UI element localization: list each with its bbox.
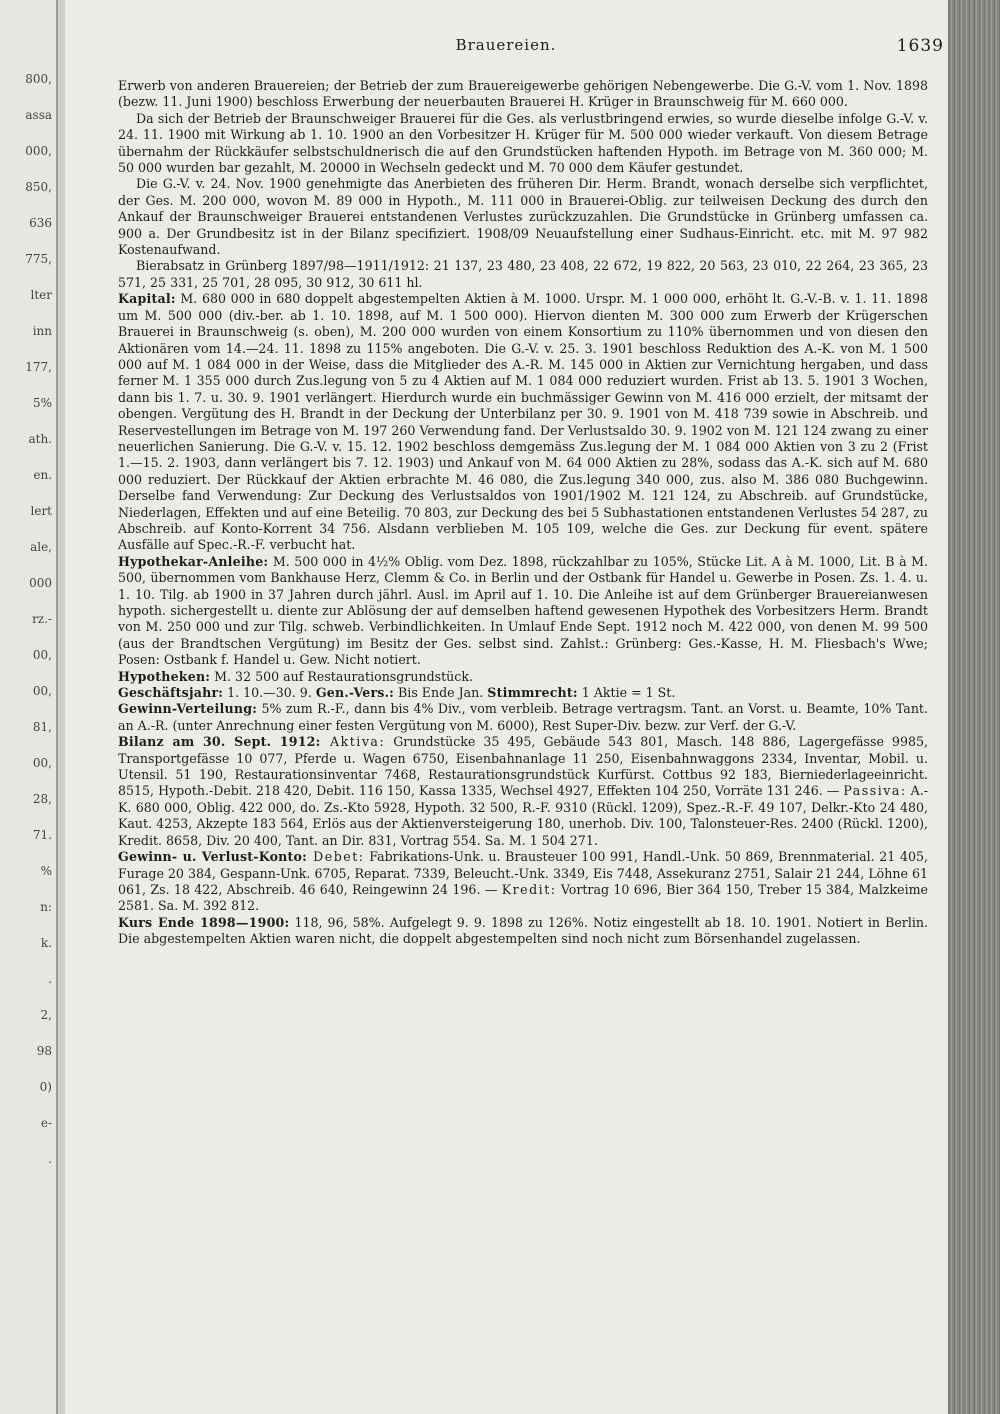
adjacent-page-fragment: 000: [29, 576, 52, 590]
adjacent-page-fragment: 800,: [25, 72, 52, 86]
adjacent-page-fragment: 5%: [32, 396, 52, 410]
adjacent-page-fragment: n:: [40, 900, 52, 914]
adjacent-page-fragment: ath.: [28, 432, 52, 446]
entry-hypotheken: [118, 669, 928, 685]
page-gutter: [58, 0, 65, 1414]
adjacent-page-fragment: en.: [33, 468, 52, 482]
kredit-label: Kredit:: [501, 881, 557, 897]
paragraph-bierabsatz: Bierabsatz in Grünberg 1897/98—1911/1912: 21 137, 23 480, 23 408, 22 672, 19 822, 20 563, 23 010, 22 264, 23 365, 23 571, 25 331, 25 701, 28 095, 30 912, 30 611 hl.: [118, 258, 928, 290]
running-head: [68, 36, 944, 56]
adjacent-page-fragment: rz.-: [32, 612, 52, 626]
paragraph-braunschweig: Da sich der Betrieb der Braunschweiger Brauerei für die Ges. als verlustbringend erwies, so wurde dieselbe infolge G.-V. v. 24. 11. 1900 mit Wirkung ab 1. 10. 1900 an den Vorbesitzer H. Krüger für M. 500 000 wieder verkauft. Von diesem Betrage übernahm der Rückkäufer selbstschuldnerisch die auf den Grundstücken haftenden Hypoth. im Betrage von M. 360 000; M. 50 000 wurden bar gezahlt, M. 20000 in Wechseln gedeckt und M. 70 000 dem Käufer gestundet.: [118, 110, 928, 176]
adjacent-page-fragment: lert: [30, 504, 52, 518]
debet-label: Debet:: [307, 849, 365, 865]
adjacent-page-fragment: k.: [40, 936, 52, 950]
entry-hypothekar-anleihe: [118, 554, 928, 669]
passiva-text: A.-K. 680 000, Oblig. 422 000, do. Zs.-Kto 5928, Hypoth. 32 500, R.-F. 9310 (Rückl. 1209), Spez.-R.-F. 49 107, Delkr.-Kto 24 480, Kaut. 4253, Akzepte 183 564, Erlös aus der Aktienversteigerung 180, unerhob. Div. 100, Talonsteuer-Res. 2400 (Rückl. 1200), Kredit. 8658, Div. 20 400, Tant. an Dir. 831, Vortrag 554. Sa. M. 1 504 271.: [118, 783, 929, 848]
entry-geschaeftsjahr: [118, 685, 928, 701]
kurs-label: Kurs Ende 1898—1900:: [118, 914, 290, 930]
kapital-text: M. 680 000 in 680 doppelt abgestempelten Aktien à M. 1000. Urspr. M. 1 000 000, erhöht lt. G.-V.-B. v. 1. 11. 1898 um M. 500 000 (div.-ber. ab 1. 10. 1898, auf M. 1 500 000). Hiervon dienten M. 300 000 zum Erwerb der Krügerschen Brauerei in Braunschweig (s. oben), M. 200 000 wurden von einem Konsortium zu 110% übernommen und von diesen den Aktionären vom 14.—24. 11. 1898 zu 115% angeboten. Die G.-V. v. 25. 3. 1901 beschloss Reduktion des A.-K. von M. 1 500 000 auf M. 1 084 000 in der Weise, dass die Mitglieder des A.-R. M. 145 000 in Aktien zur Vernichtung hergaben, und dass ferner M. 1 355 000 durch Zus.legung von 5 zu 4 Aktien auf M. 1 084 000 reduziert wurden. Frist ab 13. 5. 1901 3 Wochen, dann bis 1. 7. u. 30. 9. 1901 verlängert. Hierdurch wurde ein buchmässiger Gewinn von M. 416 000 erzielt, der mitsamt der obengen. Vergütung des H. Brandt in der Deckung der Unterbilanz per 30. 9. 1901 von M. 418 739 sowie in Abschreib. und Reservestellungen im Betrage von M. 197 260 Verwendung fand. Der Verlustsaldo 30. 9. 1902 von M. 121 124 zwang zu einer neuerlichen Sanierung. Die G.-V. v. 15. 12. 1902 beschloss demgemäss Zus.legung der M. 1 084 000 Aktien von 3 zu 2 (Frist 1.—15. 2. 1903, dann verlängert bis 7. 12. 1903) und Ankauf von M. 64 000 Aktien zu 28%, sodass das A.-K. sich auf M. 680 000 reduziert. Der Rückkauf der Aktien erbrachte M. 46 080, die Zus.legung 340 000, zus. also M. 386 080 Buchgewinn. Derselbe fand Verwendung: Zur Deckung des Verlustsaldos von 1901/1902 M. 121 124, zu Abschreib. auf Grundstücke, Niederlagen, Effekten und auf eine Beteilig. 70 803, zur Deckung des bei 5 Subhastationen entstandenen Verlustes 54 287, zu Abschreib. auf Konto-Korrent 34 756. Alsdann verblieben M. 105 109, welche die Ges. zur Deckung für event. spätere Ausfälle auf Spec.-R.-F. verbucht hat.: [118, 291, 928, 553]
stimm-text: 1 Aktie = 1 St.: [577, 685, 676, 701]
article-body: [118, 78, 928, 948]
adjacent-page-edge: [0, 0, 58, 1414]
genvers-text: Bis Ende Jan.: [394, 685, 488, 701]
adjacent-page-fragment: assa: [25, 108, 52, 122]
hypo-text: M. 500 000 in 4½% Oblig. vom Dez. 1898, rückzahlbar zu 105%, Stücke Lit. A à M. 1000, Lit. B à M. 500, übernommen vom Bankhause Herz, Clemm & Co. in Berlin und der Ostbank für Handel u. Gewerbe in Posen. Zs. 1. 4. u. 1. 10. Tilg. ab 1900 in 37 Jahren durch jährl. Ausl. im April auf 1. 10. Die Anleihe ist auf dem Grünberger Brauereianwesen hypoth. sichergestellt u. diente zur Ablösung der auf demselben haftend gewesenen Hypothek des Vorbesitzers Herm. Brandt von M. 250 000 und zur Tilg. schweb. Verbindlichkeiten. In Umlauf Ende Sept. 1912 noch M. 422 000, von denen M. 99 500 (aus der Brandtschen Vergütung) im Besitz der Ges. selbst sind. Zahlst.: Grünberg: Ges.-Kasse, H. M. Fliesbach's Wwe; Posen: Ostbank f. Handel u. Gew. Nicht notiert.: [118, 553, 928, 668]
gewinn-label: Gewinn-Verteilung:: [118, 701, 258, 717]
adjacent-page-fragment: 71.: [32, 828, 52, 842]
entry-kurs: [118, 915, 928, 948]
adjacent-page-fragment: %: [40, 864, 52, 878]
hypotheken-label: Hypotheken:: [118, 668, 211, 684]
entry-gewinn-verteilung: [118, 701, 928, 734]
adjacent-page-fragment: .: [48, 1152, 52, 1166]
page-content: [68, 20, 944, 1400]
adjacent-page-fragment: 00,: [32, 756, 52, 770]
kurs-text: 118, 96, 58%. Aufgelegt 9. 9. 1898 zu 126%. Notiz eingestellt ab 18. 10. 1901. Notiert in Berlin. Die abgestempelten Aktien waren nicht, die doppelt abgestempelten sind noch nicht zum Börsenhandel zugelassen.: [118, 914, 928, 947]
paragraph-erwerb: Erwerb von anderen Brauereien; der Betrieb der zum Brauereigewerbe gehörigen Nebengewerbe. Die G.-V. vom 1. Nov. 1898 (bezw. 11. Juni 1900) beschloss Erwerbung der neuerbauten Brauerei H. Krüger in Braunschweig für M. 660 000.: [118, 78, 928, 110]
adjacent-page-fragment: 28,: [32, 792, 52, 806]
adjacent-page-fragment: inn: [32, 324, 52, 338]
bilanz-label: Bilanz am 30. Sept. 1912:: [118, 734, 321, 750]
gj-text: 1. 10.—30. 9.: [223, 685, 316, 701]
debet-text: Fabrikations-Unk. u. Brausteuer 100 991, Handl.-Unk. 50 869, Brennmaterial. 21 405, Furage 20 384, Gespann-Unk. 6705, Reparat. 7339, Beleucht.-Unk. 3349, Eis 7448, Assekuranz 2751, Salair 21 244, Löhne 61 061, Zs. 18 422, Abschreib. 46 640, Reingewinn 24 196. —: [118, 849, 929, 897]
entry-kapital: [118, 291, 928, 554]
entry-bilanz: [118, 734, 928, 849]
passiva-label: Passiva:: [843, 783, 907, 799]
adjacent-page-fragment: 000,: [25, 144, 52, 158]
stimm-label: Stimmrecht:: [487, 685, 578, 701]
book-edge: [948, 0, 1000, 1414]
adjacent-page-fragment: 2,: [40, 1008, 52, 1022]
entry-gewinn-verlust: [118, 849, 928, 915]
adjacent-page-fragment: lter: [30, 288, 52, 302]
genvers-label: Gen.-Vers.:: [315, 685, 395, 701]
running-title: Brauereien.: [455, 36, 557, 54]
kapital-label: Kapital:: [118, 291, 176, 307]
aktiva-text: Grundstücke 35 495, Gebäude 543 801, Masch. 148 886, Lagergefässe 9985, Transportgefässe 10 077, Pferde u. Wagen 6750, Eisenbahnanlage 11 250, Eisenbahnwaggons 2334, Inventar, Mobil. u. Utensil. 51 190, Restaurationsinventar 7468, Restaurationsgrundstück Kurfürst. Cottbus 92 183, Bierniederlageeinricht. 8515, Hypoth.-Debit. 218 420, Debit. 116 150, Kassa 1335, Wechsel 4927, Effekten 104 250, Vorräte 131 246. —: [118, 734, 928, 799]
page-number: 1639: [896, 36, 944, 56]
adjacent-page-fragment: .: [48, 972, 52, 986]
kredit-text: Vortrag 10 696, Bier 364 150, Treber 15 384, Malzkeime 2581. Sa. M. 392 812.: [118, 881, 928, 914]
adjacent-page-fragment: 00,: [32, 684, 52, 698]
adjacent-page-fragment: 00,: [32, 648, 52, 662]
adjacent-page-fragment: 0): [39, 1080, 52, 1094]
adjacent-page-fragment: ale,: [30, 540, 52, 554]
gewinn-text: 5% zum R.-F., dann bis 4% Div., vom verbleib. Betrage vertragsm. Tant. an Vorst. u. Beamte, 10% Tant. an A.-R. (unter Anrechnung einer festen Vergütung von M. 6000), Rest Super-Div. bezw. zur Verf. der G.-V.: [118, 701, 928, 733]
hypotheken-text: M. 32 500 auf Restaurationsgrundstück.: [210, 668, 473, 684]
adjacent-page-fragment: e-: [40, 1116, 52, 1130]
guv-label: Gewinn- u. Verlust-Konto:: [118, 849, 308, 865]
adjacent-page-fragment: 177,: [25, 360, 52, 374]
adjacent-page-fragment: 636: [29, 216, 52, 230]
aktiva-label: Aktiva:: [320, 734, 386, 750]
gj-label: Geschäftsjahr:: [118, 685, 224, 701]
adjacent-page-fragment: 775,: [25, 252, 52, 266]
paragraph-brandt: Die G.-V. v. 24. Nov. 1900 genehmigte das Anerbieten des früheren Dir. Herm. Brandt, wonach derselbe sich verpflichtet, der Ges. M. 200 000, wovon M. 89 000 in Hypoth., M. 111 000 in Brauerei-Oblig. zur teilweisen Deckung des durch den Ankauf der Braunschweiger Brauerei entstandenen Verlustes zurückzuzahlen. Die Grundstücke in Grünberg umfassen ca. 900 a. Der Grundbesitz ist in der Bilanz specifiziert. 1908/09 Neuaufstellung einer Sudhaus-Einricht. etc. mit M. 97 982 Kostenaufwand.: [118, 176, 928, 258]
adjacent-page-fragment: 850,: [25, 180, 52, 194]
adjacent-page-fragment: 98: [36, 1044, 52, 1058]
adjacent-page-fragment: 81,: [32, 720, 52, 734]
hypo-label: Hypothekar-Anleihe:: [118, 553, 269, 569]
